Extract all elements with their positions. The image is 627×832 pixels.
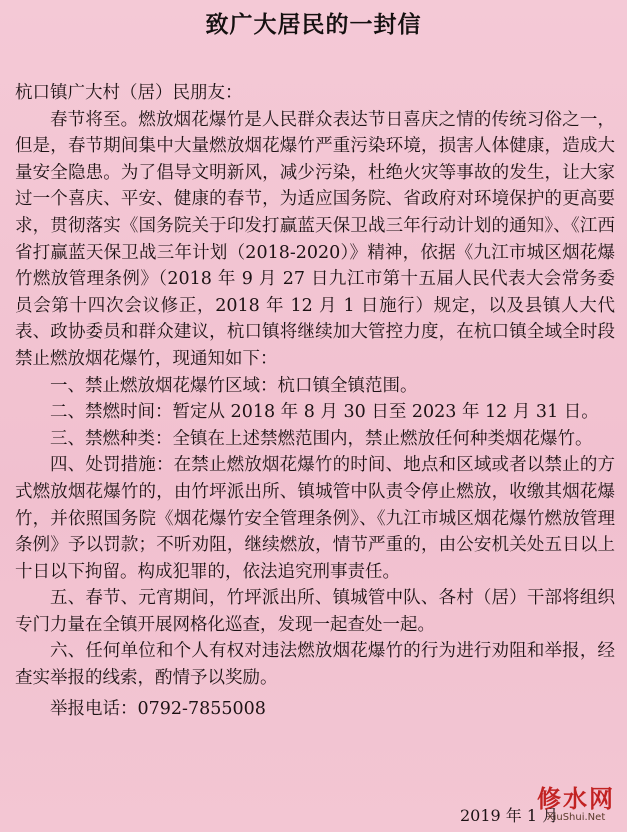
- paragraph-reward: 六、任何单位和个人有权对违法燃放烟花爆竹的行为进行劝阻和举报，经查实举报的线索，酌情予以奖励。: [15, 641, 615, 689]
- report-hotline: 举报电话：0792-7855008: [50, 698, 266, 719]
- paragraph-types: 三、禁燃种类：全镇在上述禁燃范围内，禁止燃放任何种类烟花爆竹。: [50, 428, 593, 449]
- page-title: 致广大居民的一封信: [205, 12, 422, 38]
- paragraph-patrol: 五、春节、元宵期间，竹坪派出所、镇城管中队、各村（居）干部将组织专门力量在全镇开展网格化巡查，发现一起查处一起。: [15, 588, 615, 635]
- site-watermark-logo: [531, 786, 621, 828]
- paragraph-intro: 春节将至。燃放烟花爆竹是人民群众表达节日喜庆之情的传统习俗之一，但是，春节期间集中大量燃放烟花爆竹严重污染环境，损害人体健康，造成大量安全隐患。为了倡导文明新风，减少污染，杜绝火灾等事故的发生，让大家过一个喜庆、平安、健康的春节，为适应国务院、省政府对环境保护的更高要求，贯彻落实《国务院关于印发打赢蓝天保卫战三年行动计划的通知》、《江西省打赢蓝天保卫战三年计划（2018-2020）》精神，依据《九江市城区烟花爆竹燃放管理条例》（2018 年 9 月 27 日九江市第十五届人民代表大会常务委员会第十四次会议修正，2018 年 12 月 1 日施行）规定，以及县镇人大代表、政协委员和群众建议，杭口镇将继续加大管控力度，在杭口镇全域全时段禁止燃放烟花爆竹，现通知如下：: [15, 109, 615, 369]
- paragraph-area: 一、禁止燃放烟花爆竹区域：杭口镇全镇范围。: [50, 375, 418, 396]
- paragraph-penalties: 四、处罚措施：在禁止燃放烟花爆竹的时间、地点和区域或者以禁止的方式燃放烟花爆竹的，由竹坪派出所、镇城管中队责令停止燃放，收缴其烟花爆竹，并依照国务院《烟花爆竹安全管理条例》、《九江市城区烟花爆竹燃放管理条例》予以罚款；不听劝阻，继续燃放，情节严重的，由公安机关处五日以上十日以下拘留。构成犯罪的，依法追究刑事责任。: [15, 455, 615, 582]
- salutation: 杭口镇广大村（居）民朋友：: [15, 83, 243, 103]
- watermark-text: 修水网: [537, 784, 615, 813]
- letter-body: [15, 80, 615, 722]
- letter-date: 2019 年 1 月: [460, 806, 559, 825]
- paragraph-time: 二、禁燃时间：暂定从 2018 年 8 月 30 日至 2023 年 12 月 31 日。: [50, 402, 599, 423]
- watermark-url: XiuShui.Net: [546, 812, 606, 823]
